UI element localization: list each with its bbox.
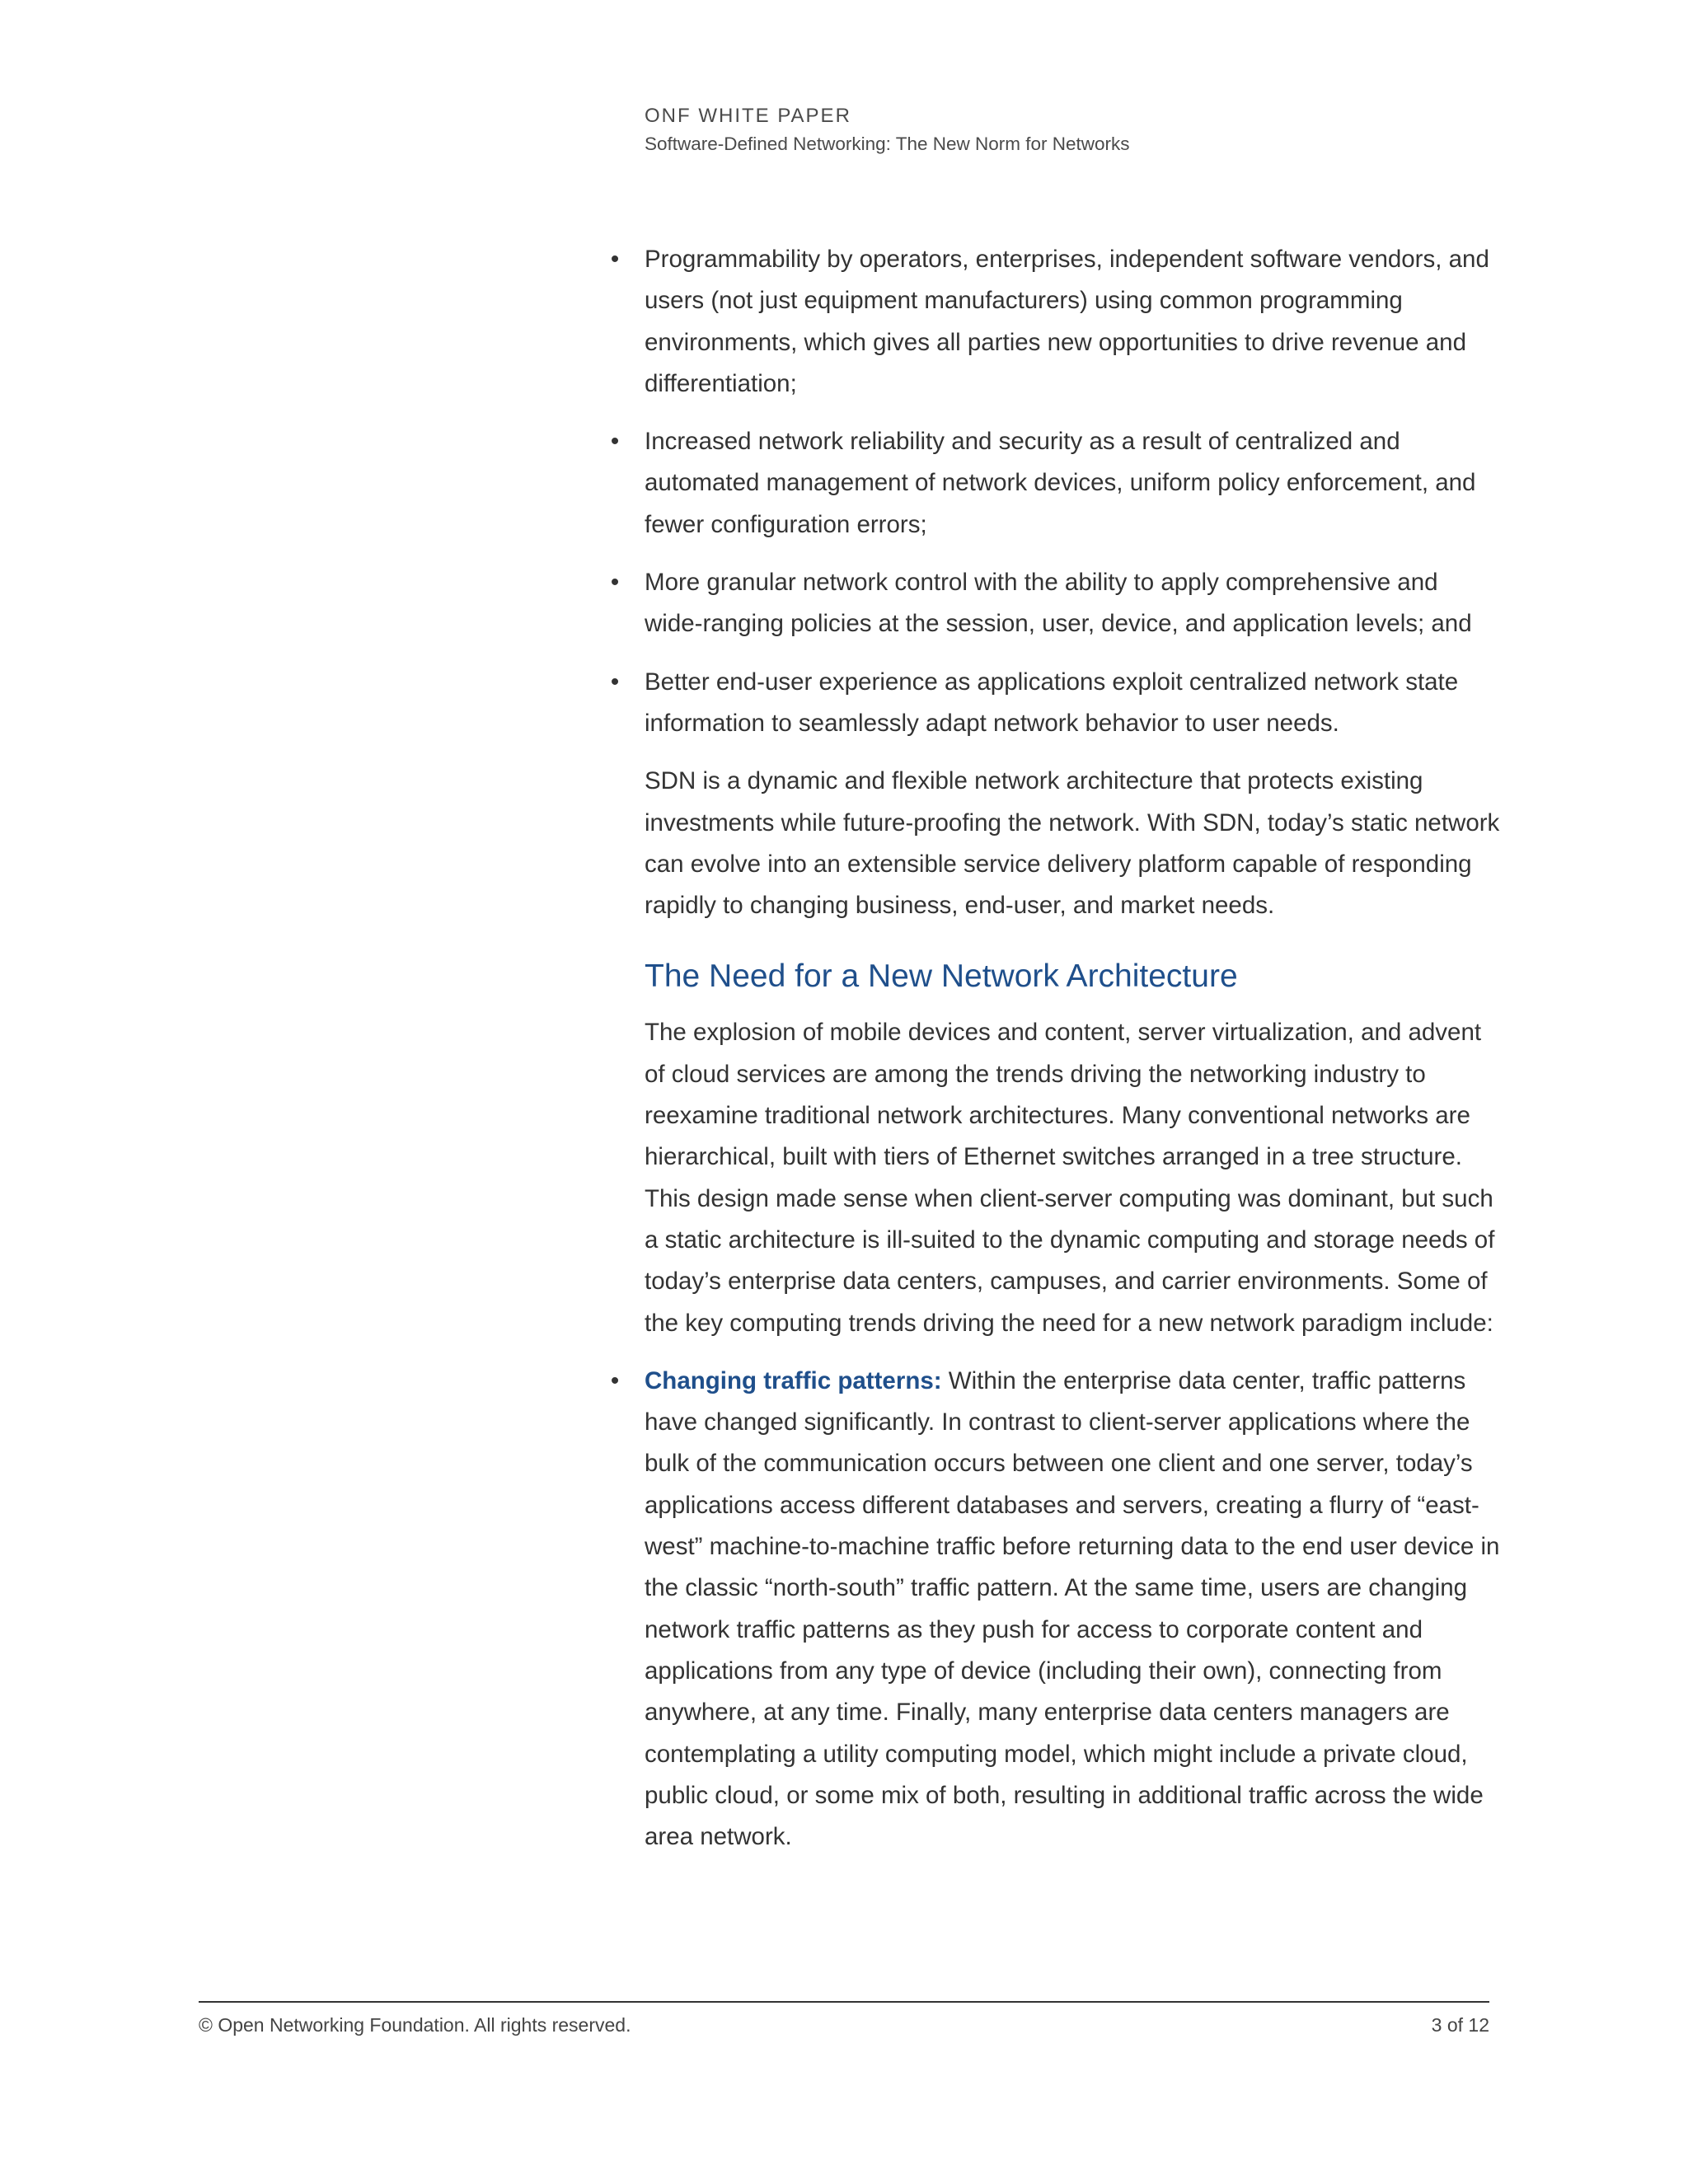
list-item-text: Programmability by operators, enterprises, independent software vendors, and users (not just equipment manufacturers) using common programming environments, which gives all parties new opportunities to drive revenue and differentiation; bbox=[645, 246, 1489, 397]
header-kicker: ONF WHITE PAPER bbox=[645, 105, 851, 127]
trends-list bbox=[610, 1361, 1502, 1858]
bullet-icon: • bbox=[610, 668, 620, 696]
trend-text: Within the enterprise data center, traffic patterns have changed significantly. In contrast to client-server applications where the bulk of the communication occurs between one client and one server, today’s applications access different databases and servers, creating a flurry of “east-west” machine-to-machine traffic before returning data to the end user device in the classic “north-south” traffic pattern. At the same time, users are changing network traffic patterns as they push for access to corporate content and applications from any type of device (including their own), connecting from anywhere, at any time. Finally, many enterprise data centers managers are contemplating a utility computing model, which might include a private cloud, public cloud, or some mix of both, resulting in additional traffic across the wide area network. bbox=[645, 1366, 1500, 1851]
list-item bbox=[610, 1361, 1502, 1858]
page-number: 3 of 12 bbox=[1431, 2014, 1489, 2036]
trend-lead-in: Changing traffic patterns: bbox=[645, 1366, 942, 1394]
bullet-icon: • bbox=[610, 569, 620, 597]
section-intro-paragraph: The explosion of mobile devices and content, server virtualization, and advent of cloud services are among the trends driving the networking industry to reexamine traditional network architectures. Many conventional networks are hierarchical, built with tiers of Ethernet switches arranged in a tree structure. This design made sense when client-server computing was dominant, but such a static architecture is ill-suited to the dynamic computing and storage needs of today’s enterprise data centers, campuses, and carrier environments. Some of the key computing trends driving the need for a new network paradigm include: bbox=[645, 1019, 1495, 1337]
list-item-text: Increased network reliability and security as a result of centralized and automated management of network devices, uniform policy enforcement, and fewer configuration errors; bbox=[645, 428, 1476, 538]
header-subtitle: Software-Defined Networking: The New Norm for Networks bbox=[645, 134, 1130, 154]
benefits-list bbox=[610, 239, 1502, 744]
bullet-icon: • bbox=[610, 1366, 620, 1394]
main-content bbox=[610, 239, 1502, 1874]
section-heading: The Need for a New Network Architecture bbox=[645, 958, 1238, 995]
list-item bbox=[610, 239, 1502, 405]
document-header bbox=[645, 102, 1130, 158]
sdn-paragraph: SDN is a dynamic and flexible network architecture that protects existing investments while future-proofing the network. With SDN, today’s static network can evolve into an extensible service delivery platform capable of responding rapidly to changing business, end-user, and market needs. bbox=[645, 767, 1500, 920]
footer-copyright: © Open Networking Foundation. All rights reserved. bbox=[199, 2014, 631, 2036]
bullet-icon: • bbox=[610, 246, 620, 273]
list-item bbox=[610, 562, 1502, 645]
footer-divider bbox=[199, 2001, 1489, 2003]
list-item bbox=[610, 421, 1502, 546]
list-item bbox=[610, 662, 1502, 745]
bullet-icon: • bbox=[610, 428, 620, 456]
list-item-text: More granular network control with the ability to apply comprehensive and wide-ranging policies at the session, user, device, and application levels; and bbox=[645, 569, 1472, 638]
list-item-text: Better end-user experience as applications exploit centralized network state information to seamlessly adapt network behavior to user needs. bbox=[645, 668, 1459, 737]
